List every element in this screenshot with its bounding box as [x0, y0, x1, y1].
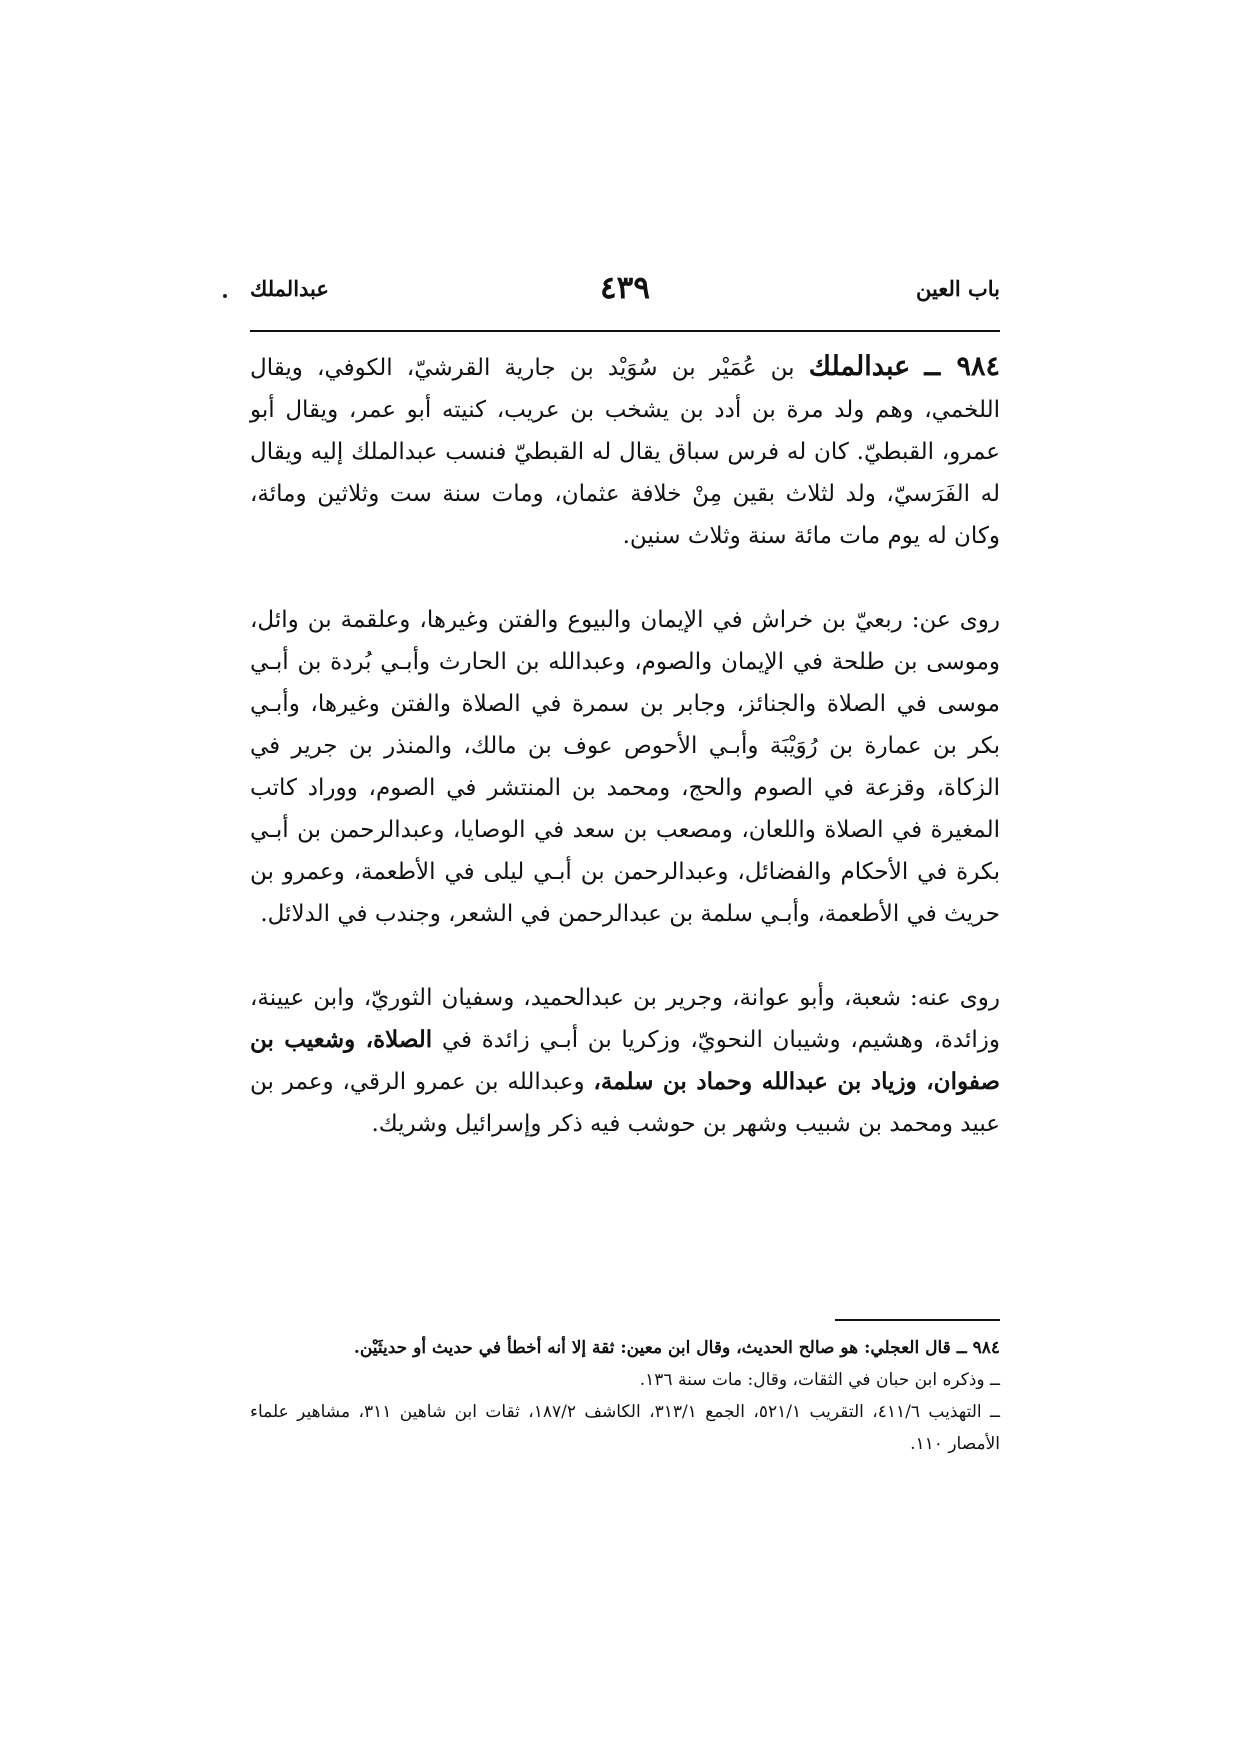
- footnote-line-3: ــ التهذيب ٤١١/٦، التقريب ٥٢١/١، الجمع ٣١٣/١، الكاشف ١٨٧/٢، ثقات ابن شاهين ٣١١، مشاهير علماء الأمصار ١١٠.: [250, 1402, 1000, 1454]
- ink-dot: [223, 294, 227, 298]
- narrated-by-bold-text: الصلاة، وشعيب بن صفوان، وزياد بن عبدالله وحماد بن سلمة،: [250, 1026, 1001, 1095]
- narrated-from-paragraph: روى عن: ربعيّ بن خراش في الإيمان والبيوع والفتن وغيرها، وعلقمة بن وائل، وموسى بن طلحة في الإيمان والصوم، وعبدالله بن الحارث وأبـي بُردة بن أبـي موسى في الصلاة والجنائز، وجابر بن سمرة في الصلاة والفتن وغيرها، وأبـي بكر بن عمارة بن رُوَيْبَة وأبـي الأحوص عوف بن مالك، والمنذر بن جرير في الزكاة، وقزعة في الصوم والحج، ومحمد بن المنتشر في الصوم، ووراد كاتب المغيرة في الصلاة واللعان، ومصعب بن سعد في الوصايا، وعبدالرحمن بن أبـي بكرة في الأحكام والفضائل، وعبدالرحمن بن أبـي ليلى في الأطعمة، وعمرو بن حريث في الأطعمة، وأبـي سلمة بن عبدالرحمن في الشعر، وجندب في الدلائل.: [250, 607, 1000, 927]
- footnote-line-1: ٩٨٤ ــ قال العجلي: هو صالح الحديث، وقال ابن معين: ثقة إلا أنه أخطأ في حديث أو حديثَيْن.: [353, 1338, 1000, 1358]
- narrated-by-text-2: وعبدالله بن عمرو الرقي، وعمر بن عبيد ومحمد بن شبيب وشهر بن حوشب فيه ذكر وإسرائيل وشريك.: [250, 1069, 1000, 1137]
- narrated-by-text-1: روى عنه: شعبة، وأبو عوانة، وجرير بن عبدالحميد، وسفيان الثوريّ، وابن عيينة، وزائدة، وهشيم، وشيبان النحويّ، وزكريا بن أبـي زائدة في: [250, 985, 1000, 1053]
- running-entry-name: عبدالملك: [250, 276, 329, 301]
- entry-number: ٩٨٤ ــ: [924, 351, 1000, 382]
- entry-name: عبدالملك: [808, 351, 911, 382]
- narrated-by-paragraph: [250, 977, 1000, 1145]
- footnote-line-2: ــ وذكره ابن حبان في الثقات، وقال: مات سنة ١٣٦.: [639, 1370, 1000, 1390]
- page-number: ٤٣٩: [600, 270, 650, 306]
- header-rule: [250, 330, 1000, 332]
- chapter-title: باب العين: [915, 276, 1000, 301]
- footnotes: [250, 1332, 1000, 1460]
- biography-paragraph: [250, 346, 1000, 557]
- biography-text: بن عُمَيْر بن سُوَيْد بن جارية القرشيّ، الكوفي، ويقال اللخمي، وهم ولد مرة بن أدد بن يشخب بن عريب، كنيته أبو عمر، ويقال أبو عمرو، القبطيّ. كان له فرس سباق يقال له القبطيّ فنسب عبدالملك إليه ويقال له الفَرَسيّ، ولد لثلاث بقين مِنْ خلافة عثمان، ومات سنة ست وثلاثين ومائة، وكان له يوم مات مائة سنة وثلاث سنين.: [250, 355, 1000, 549]
- entry-body: [250, 346, 1000, 1145]
- running-header: [250, 270, 1000, 326]
- footnote-rule: [835, 1319, 1000, 1321]
